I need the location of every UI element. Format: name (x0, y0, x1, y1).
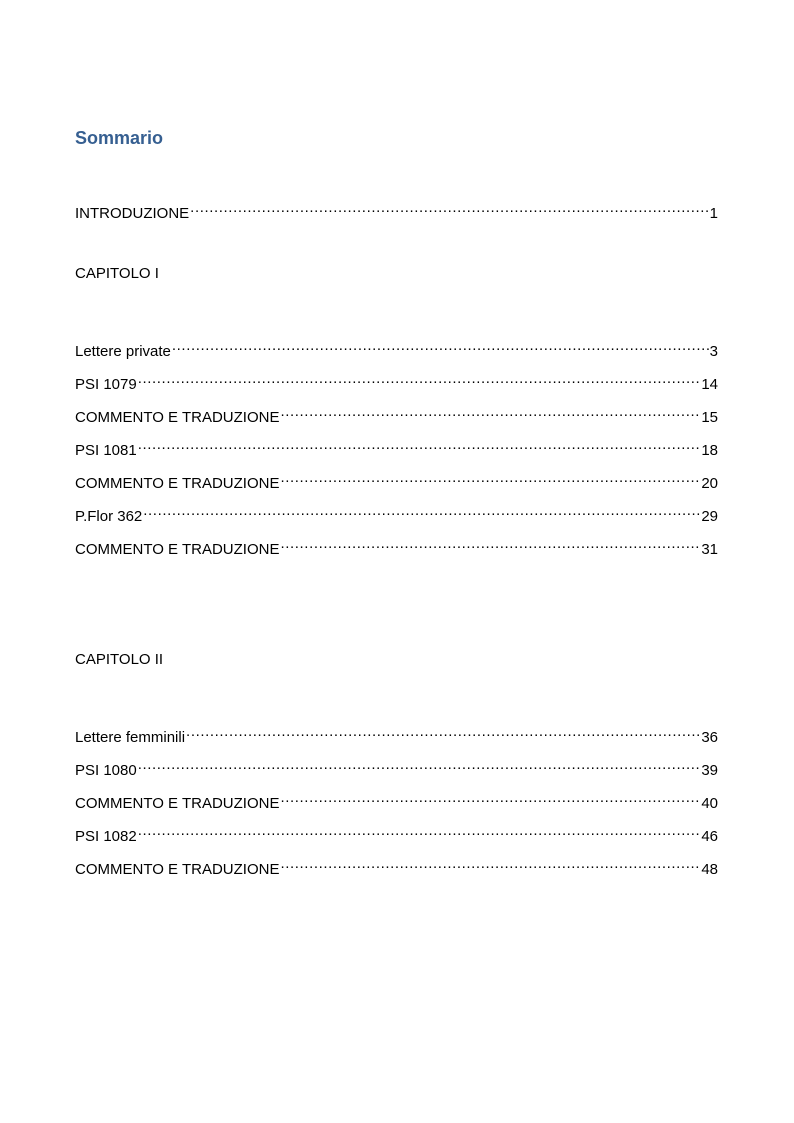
toc-leader-dots (280, 788, 700, 808)
toc-leader-dots (280, 854, 700, 874)
toc-entry[interactable] (75, 468, 718, 494)
toc-entry-page: 29 (701, 508, 718, 525)
toc-entry[interactable] (75, 722, 718, 748)
toc-entry[interactable] (75, 854, 718, 880)
toc-entry-page: 20 (701, 475, 718, 492)
toc-entry-page: 3 (709, 343, 718, 360)
toc-entry[interactable] (75, 435, 718, 461)
toc-entry-label: PSI 1082 (75, 828, 137, 845)
toc-entry-label: COMMENTO E TRADUZIONE (75, 541, 280, 558)
toc-entry-page: 18 (701, 442, 718, 459)
toc-leader-dots (280, 402, 700, 422)
toc-entry-label: PSI 1079 (75, 376, 137, 393)
chapter-heading-2: CAPITOLO II (75, 651, 164, 668)
toc-entry-page: 1 (709, 205, 718, 222)
toc-entry[interactable] (75, 402, 718, 428)
toc-entry[interactable] (75, 336, 718, 362)
page-title: Sommario (75, 128, 164, 148)
toc-leader-dots (186, 722, 700, 742)
toc-entry-label: COMMENTO E TRADUZIONE (75, 409, 280, 426)
toc-entry[interactable] (75, 369, 718, 395)
toc-entry-page: 36 (701, 729, 718, 746)
toc-entry[interactable] (75, 821, 718, 847)
toc-entry-page: 46 (701, 828, 718, 845)
toc-entry-label: PSI 1080 (75, 762, 137, 779)
toc-leader-dots (143, 501, 700, 521)
toc-entry-introduzione[interactable] (75, 198, 718, 224)
toc-entry[interactable] (75, 788, 718, 814)
toc-leader-dots (280, 534, 700, 554)
toc-entry-label: COMMENTO E TRADUZIONE (75, 861, 280, 878)
toc-leader-dots (280, 468, 700, 488)
toc-entry-label: INTRODUZIONE (75, 205, 190, 222)
toc-entry[interactable] (75, 501, 718, 527)
toc-entry-page: 15 (701, 409, 718, 426)
toc-entry[interactable] (75, 534, 718, 560)
toc-leader-dots (138, 369, 701, 389)
toc-entry-label: Lettere private (75, 343, 171, 360)
toc-leader-dots (172, 336, 709, 356)
toc-entry-label: COMMENTO E TRADUZIONE (75, 475, 280, 492)
toc-entry-page: 40 (701, 795, 718, 812)
toc-entry-page: 14 (701, 376, 718, 393)
toc-leader-dots (138, 755, 701, 775)
toc-entry-page: 48 (701, 861, 718, 878)
toc-entry-label: PSI 1081 (75, 442, 137, 459)
toc-entry-page: 39 (701, 762, 718, 779)
toc-leader-dots (138, 821, 701, 841)
chapter-heading-1: CAPITOLO I (75, 265, 159, 282)
toc-entry-label: P.Flor 362 (75, 508, 143, 525)
toc-entry-label: COMMENTO E TRADUZIONE (75, 795, 280, 812)
toc-leader-dots (190, 198, 708, 218)
toc-entry-page: 31 (701, 541, 718, 558)
toc-leader-dots (138, 435, 701, 455)
toc-entry[interactable] (75, 755, 718, 781)
toc-entry-label: Lettere femminili (75, 729, 186, 746)
